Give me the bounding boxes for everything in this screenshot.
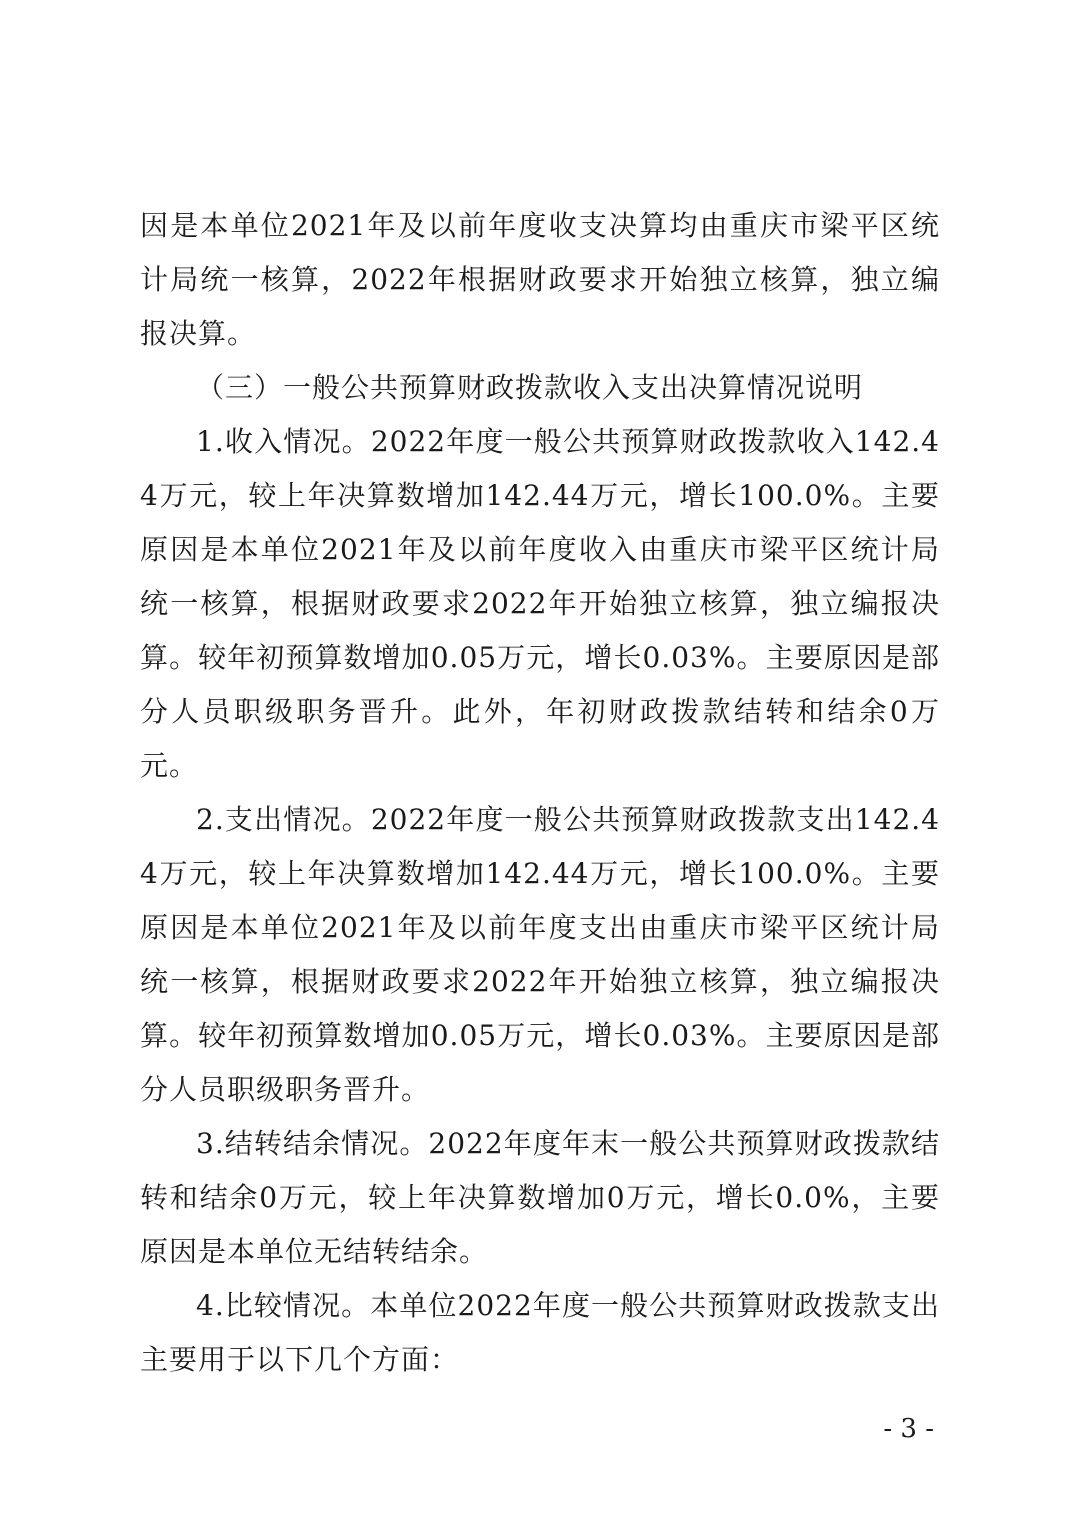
paragraph-continuation: 因是本单位2021年及以前年度收支决算均由重庆市梁平区统计局统一核算，2022年根据财政要求开始独立核算，独立编报决算。 — [140, 209, 940, 350]
document-body — [140, 199, 940, 1387]
section-heading: （三）一般公共预算财政拨款收入支出决算情况说明 — [196, 371, 864, 404]
page-number: - 3 - — [883, 1414, 934, 1444]
paragraph-income: 1.收入情况。2022年度一般公共预算财政拨款收入142.44万元，较上年决算数增加142.44万元，增长100.0%。主要原因是本单位2021年及以前年度收入由重庆市梁平区统计局统一核算，根据财政要求2022年开始独立核算，独立编报决算。较年初预算数增加0.05万元，增长0.03%。主要原因是部分人员职级职务晋升。此外，年初财政拨款结转和结余0万元。 — [140, 425, 940, 782]
paragraph-comparison: 4.比较情况。本单位2022年度一般公共预算财政拨款支出主要用于以下几个方面： — [140, 1289, 940, 1376]
paragraph-carryover: 3.结转结余情况。2022年度年末一般公共预算财政拨款结转和结余0万元，较上年决算数增加0万元，增长0.0%，主要原因是本单位无结转结余。 — [140, 1127, 940, 1268]
paragraph-expenditure: 2.支出情况。2022年度一般公共预算财政拨款支出142.44万元，较上年决算数增加142.44万元，增长100.0%。主要原因是本单位2021年及以前年度支出由重庆市梁平区统计局统一核算，根据财政要求2022年开始独立核算，独立编报决算。较年初预算数增加0.05万元，增长0.03%。主要原因是部分人员职级职务晋升。 — [140, 803, 940, 1106]
